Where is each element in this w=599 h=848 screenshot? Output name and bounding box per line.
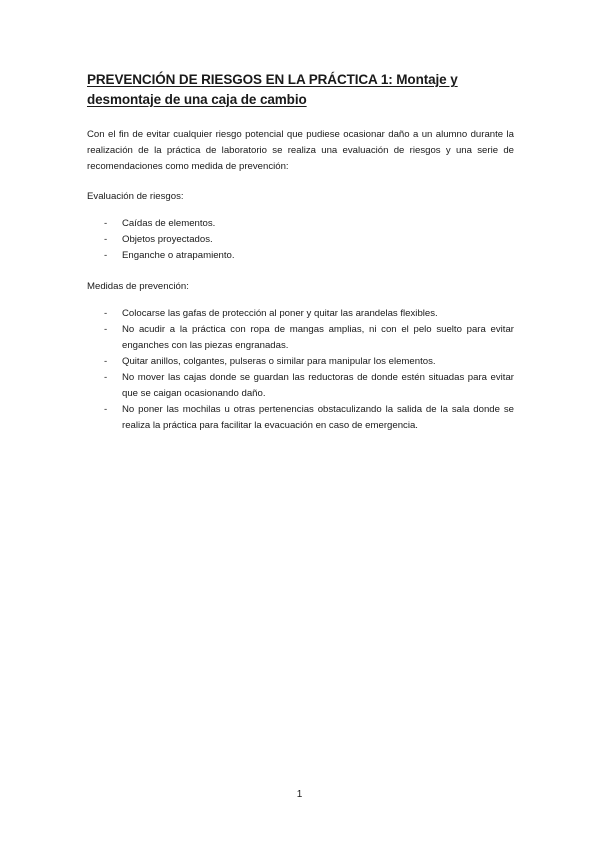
list-item bbox=[87, 370, 514, 402]
list-item bbox=[87, 232, 514, 248]
bullet-dash: - bbox=[104, 324, 108, 335]
prevention-section-heading: Medidas de prevención: bbox=[87, 281, 189, 292]
bullet-dash: - bbox=[104, 218, 108, 229]
list-item bbox=[87, 354, 514, 370]
bullet-dash: - bbox=[104, 404, 108, 415]
list-item bbox=[87, 306, 514, 322]
prevention-list bbox=[87, 306, 514, 434]
document-title: PREVENCIÓN DE RIESGOS EN LA PRÁCTICA 1: Montaje y desmontaje de una caja de cambio bbox=[87, 72, 458, 107]
page-content bbox=[87, 70, 514, 449]
bullet-dash: - bbox=[104, 372, 108, 383]
list-item-text: Colocarse las gafas de protección al poner y quitar las arandelas flexibles. bbox=[122, 308, 438, 319]
list-item bbox=[87, 248, 514, 264]
list-item-text: Enganche o atrapamiento. bbox=[122, 250, 235, 261]
list-item bbox=[87, 322, 514, 354]
bullet-dash: - bbox=[104, 356, 108, 367]
list-item-text: No mover las cajas donde se guardan las reductoras de donde estén situadas para evitar que se caigan ocasionando daño. bbox=[122, 372, 514, 399]
bullet-dash: - bbox=[104, 234, 108, 245]
list-item-text: No acudir a la práctica con ropa de mangas amplias, ni con el pelo suelto para evitar enganches con las piezas engranadas. bbox=[122, 324, 514, 351]
bullet-dash: - bbox=[104, 308, 108, 319]
page-number: 1 bbox=[296, 789, 303, 800]
list-item-text: No poner las mochilas u otras pertenencias obstaculizando la salida de la sala donde se realiza la práctica para facilitar la evacuación en caso de emergencia. bbox=[122, 404, 514, 431]
list-item-text: Quitar anillos, colgantes, pulseras o similar para manipular los elementos. bbox=[122, 356, 436, 367]
risk-list bbox=[87, 216, 514, 264]
list-item bbox=[87, 216, 514, 232]
intro-paragraph: Con el fin de evitar cualquier riesgo potencial que pudiese ocasionar daño a un alumno durante la realización de la práctica de laboratorio se realiza una evaluación de riesgos y una serie de recomendaciones como medida de prevención: bbox=[87, 129, 514, 172]
list-item bbox=[87, 402, 514, 434]
bullet-dash: - bbox=[104, 250, 108, 261]
list-item-text: Caídas de elementos. bbox=[122, 218, 216, 229]
risk-section-heading: Evaluación de riesgos: bbox=[87, 191, 184, 202]
list-item-text: Objetos proyectados. bbox=[122, 234, 213, 245]
